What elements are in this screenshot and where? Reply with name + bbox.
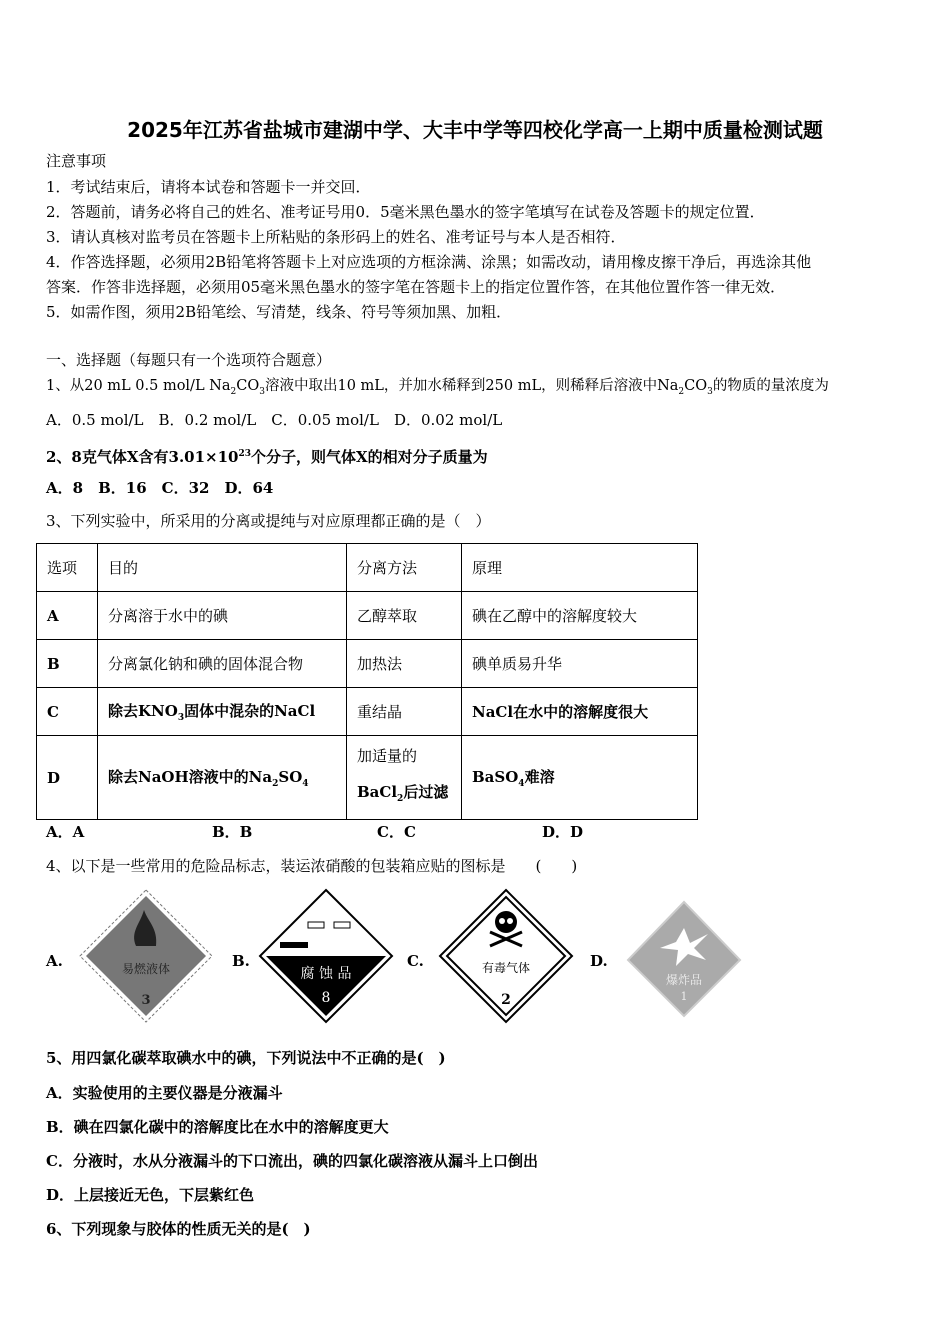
cell-sub: 4: [518, 779, 525, 789]
q2-text: 个分子，则气体X的相对分子质量为: [251, 448, 488, 466]
note-item: 2．答题前，请务必将自己的姓名、准考证号用0．5毫米黑色墨水的签字笔填写在试卷及答题卡的规定位置．: [46, 203, 765, 221]
q1-text: CO: [684, 378, 708, 394]
table-row: [37, 592, 698, 640]
cell: D: [37, 736, 98, 820]
cell: [347, 736, 462, 820]
toxic-gas-sign: [438, 888, 574, 1024]
cell: 碘在乙醇中的溶解度较大: [462, 592, 698, 640]
cell: 加热法: [347, 640, 462, 688]
sign-text: 爆炸品: [665, 973, 703, 987]
note-item: 5．如需作图，须用2B铅笔绘、写清楚，线条、符号等须加黑、加粗．: [46, 303, 512, 321]
q3-answer: C．C: [377, 823, 416, 841]
cell-text: 加适量的: [357, 747, 418, 765]
flammable-liquid-sign: [78, 888, 214, 1024]
q1-sub: 2: [678, 386, 685, 397]
notes-heading: 注意事项: [46, 152, 107, 170]
table-row: [37, 640, 698, 688]
q2-sup: 23: [238, 449, 252, 459]
q1-text: 1、从20 mL 0.5 mol/L Na: [46, 378, 231, 394]
cell: 重结晶: [347, 688, 462, 736]
cell-text: 除去NaOH溶液中的Na: [108, 768, 273, 786]
page-title: 2025年江苏省盐城市建湖中学、大丰中学等四校化学高一上期中质量检测试题: [127, 118, 823, 142]
header-cell: 目的: [98, 544, 347, 592]
table-row: [37, 688, 698, 736]
q4-label: C.: [407, 952, 424, 970]
cell-text: BaCl: [357, 783, 398, 801]
sign-number: 1: [680, 990, 688, 1003]
cell: [98, 736, 347, 820]
note-item: 答案．作答非选择题，必须用05毫米黑色墨水的签字笔在答题卡上的指定位置作答，在其他位置作答一律无效．: [46, 278, 786, 296]
corrosive-sign: [258, 888, 394, 1024]
table-header-row: [37, 544, 698, 592]
q4-label: A.: [46, 952, 63, 970]
corrosion-icon: [280, 942, 308, 948]
header-cell: 原理: [462, 544, 698, 592]
q5-option: B．碘在四氯化碳中的溶解度比在水中的溶解度更大: [46, 1118, 389, 1136]
q4-label: B.: [232, 952, 250, 970]
cell: [98, 688, 347, 736]
cell-text: 固体中混杂的NaCl: [184, 702, 316, 720]
section-heading: 一、选择题（每题只有一个选项符合题意）: [46, 351, 332, 369]
sign-text: 腐 蚀 品: [300, 966, 352, 982]
q3-answer: D．D: [542, 823, 584, 841]
cell-sub: 2: [272, 779, 279, 789]
sign-text: 有毒气体: [481, 961, 531, 975]
q4-label: D.: [590, 952, 608, 970]
sign-number: 2: [501, 992, 511, 1008]
question-5: 5、用四氯化碳萃取碘水中的碘，下列说法中不正确的是( ): [46, 1049, 446, 1067]
cell-text: 后过滤: [403, 783, 449, 801]
q1-text: 的物质的量浓度为: [712, 378, 829, 394]
cell-sub: 2: [397, 794, 404, 804]
q1-sub: 2: [230, 386, 237, 397]
cell-sub: 4: [302, 779, 309, 789]
q3-table: [36, 543, 698, 820]
table-row: [37, 736, 698, 820]
q5-option: C．分液时，水从分液漏斗的下口流出，碘的四氯化碳溶液从漏斗上口倒出: [46, 1152, 538, 1170]
q1-sub: 3: [707, 386, 713, 397]
q3-answer: A．A: [46, 823, 85, 841]
sign-number: 8: [321, 990, 331, 1006]
q1-text: 溶液中取出10 mL，并加水稀释到250 mL，则稀释后溶液中Na: [264, 378, 679, 394]
sign-number: 3: [141, 993, 151, 1008]
q1-text: CO: [236, 378, 260, 394]
cell: 乙醇萃取: [347, 592, 462, 640]
note-item: 4．作答选择题，必须用2B铅笔将答题卡上对应选项的方框涂满、涂黑；如需改动，请用橡皮擦干净后，再选涂其他: [46, 253, 812, 271]
question-2: [46, 444, 488, 467]
cell: B: [37, 640, 98, 688]
header-cell: 选项: [37, 544, 98, 592]
question-1: [46, 376, 829, 402]
cell-text: 除去KNO: [108, 702, 178, 720]
cell: NaCl在水中的溶解度很大: [462, 688, 698, 736]
note-item: 3．请认真核对监考员在答题卡上所粘贴的条形码上的姓名、准考证号与本人是否相符．: [46, 228, 626, 246]
q2-text: 2、8克气体X含有3.01×10: [46, 448, 239, 466]
question-6: 6、下列现象与胶体的性质无关的是( ): [46, 1220, 311, 1238]
cell: A: [37, 592, 98, 640]
header-cell: 分离方法: [347, 544, 462, 592]
cell: 分离氯化钠和碘的固体混合物: [98, 640, 347, 688]
cell-text: BaSO: [472, 768, 519, 786]
cell-text: 难溶: [524, 768, 555, 786]
cell-sub: 3: [177, 713, 185, 723]
q5-option: D．上层接近无色，下层紫红色: [46, 1186, 255, 1204]
q3-answer: B．B: [212, 823, 253, 841]
q1-sub: 3: [259, 386, 265, 397]
cell-text: SO: [278, 768, 303, 786]
q5-option: A．实验使用的主要仪器是分液漏斗: [46, 1084, 283, 1102]
question-4: 4、以下是一些常用的危险品标志，装运浓硝酸的包装箱应贴的图标是 ( ): [46, 857, 578, 875]
cell: 分离溶于水中的碘: [98, 592, 347, 640]
q2-options: A．8 B．16 C．32 D．64: [46, 479, 274, 497]
explosive-sign: [616, 888, 752, 1024]
q1-options: A．0.5 mol/L B．0.2 mol/L C．0.05 mol/L D．0.02 mol/L: [46, 411, 503, 429]
cell: C: [37, 688, 98, 736]
question-3: 3、下列实验中，所采用的分离或提纯与对应原理都正确的是（ ）: [46, 512, 491, 530]
cell: 碘单质易升华: [462, 640, 698, 688]
note-item: 1．考试结束后，请将本试卷和答题卡一并交回．: [46, 178, 371, 196]
sign-text: 易燃液体: [121, 962, 171, 976]
cell: [462, 736, 698, 820]
